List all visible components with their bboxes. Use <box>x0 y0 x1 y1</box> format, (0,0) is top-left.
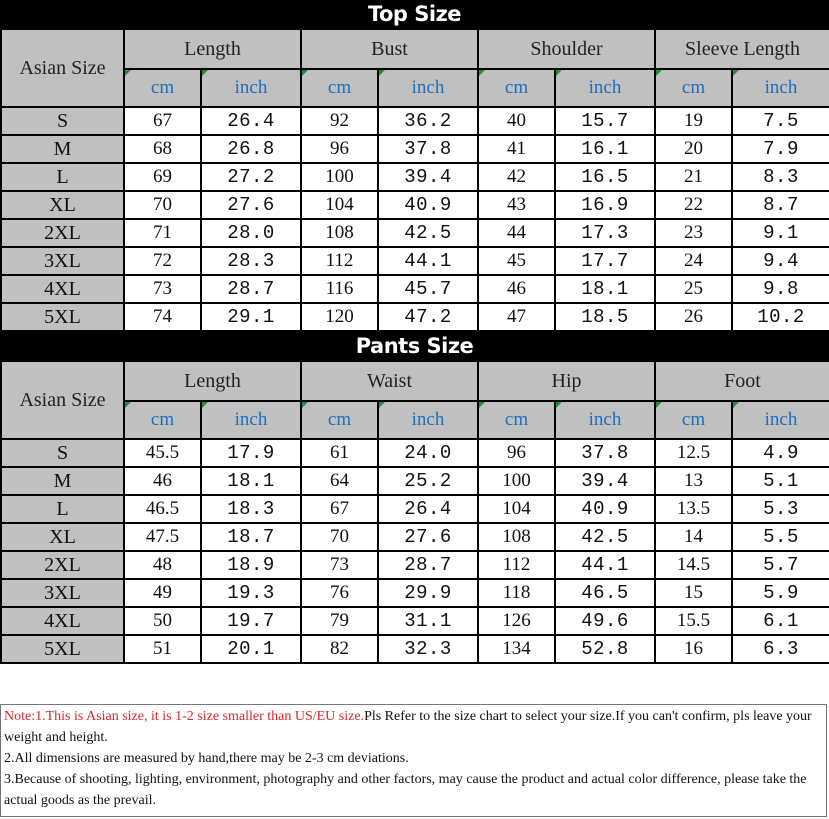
table-cell: 18.5 <box>555 303 655 331</box>
pants-unit-cm: cm <box>301 401 378 439</box>
table-cell: 40.9 <box>378 191 478 219</box>
top-unit-inch: inch <box>555 69 655 107</box>
table-cell: 74 <box>124 303 201 331</box>
table-cell: 73 <box>301 551 378 579</box>
table-cell: 15.7 <box>555 107 655 135</box>
top-header-row <box>1 29 829 69</box>
table-row <box>1 107 829 135</box>
note-1-detail: Pls Refer to the size chart to select your size.If you can't confirm, pls leave your weight and height. <box>4 709 812 745</box>
size-label: L <box>1 163 124 191</box>
table-cell: 52.8 <box>555 635 655 663</box>
top-unit-inch: inch <box>378 69 478 107</box>
table-cell: 5.7 <box>732 551 829 579</box>
table-cell: 46.5 <box>555 579 655 607</box>
table-cell: 32.3 <box>378 635 478 663</box>
pants-corner-label: Asian Size <box>1 361 124 439</box>
table-cell: 40 <box>478 107 555 135</box>
table-cell: 22 <box>655 191 732 219</box>
pants-group-header: Foot <box>655 361 829 401</box>
table-cell: 92 <box>301 107 378 135</box>
table-cell: 47 <box>478 303 555 331</box>
size-label: S <box>1 439 124 467</box>
table-cell: 8.3 <box>732 163 829 191</box>
table-cell: 15.5 <box>655 607 732 635</box>
top-unit-cm: cm <box>655 69 732 107</box>
table-row <box>1 219 829 247</box>
table-cell: 15 <box>655 579 732 607</box>
size-label: M <box>1 135 124 163</box>
table-cell: 44.1 <box>555 551 655 579</box>
table-cell: 17.9 <box>201 439 301 467</box>
table-cell: 41 <box>478 135 555 163</box>
top-group-header: Length <box>124 29 301 69</box>
table-cell: 19 <box>655 107 732 135</box>
table-cell: 26.4 <box>201 107 301 135</box>
pants-unit-inch: inch <box>555 401 655 439</box>
table-cell: 36.2 <box>378 107 478 135</box>
table-cell: 31.1 <box>378 607 478 635</box>
table-cell: 79 <box>301 607 378 635</box>
top-group-header: Bust <box>301 29 478 69</box>
size-label: L <box>1 495 124 523</box>
size-label: 4XL <box>1 275 124 303</box>
table-cell: 21 <box>655 163 732 191</box>
note-2: 2.All dimensions are measured by hand,there may be 2-3 cm deviations. <box>4 751 409 766</box>
table-cell: 73 <box>124 275 201 303</box>
pants-unit-cm: cm <box>478 401 555 439</box>
pants-unit-inch: inch <box>378 401 478 439</box>
table-cell: 25.2 <box>378 467 478 495</box>
top-unit-cm: cm <box>478 69 555 107</box>
table-cell: 10.2 <box>732 303 829 331</box>
table-cell: 18.7 <box>201 523 301 551</box>
pants-group-header: Waist <box>301 361 478 401</box>
table-cell: 43 <box>478 191 555 219</box>
table-cell: 16.9 <box>555 191 655 219</box>
notes-box <box>0 704 827 817</box>
table-cell: 47.5 <box>124 523 201 551</box>
table-cell: 24 <box>655 247 732 275</box>
table-cell: 112 <box>478 551 555 579</box>
table-cell: 13.5 <box>655 495 732 523</box>
table-cell: 47.2 <box>378 303 478 331</box>
table-cell: 27.6 <box>378 523 478 551</box>
table-cell: 5.9 <box>732 579 829 607</box>
table-cell: 100 <box>301 163 378 191</box>
table-cell: 18.9 <box>201 551 301 579</box>
table-cell: 45.5 <box>124 439 201 467</box>
table-cell: 16 <box>655 635 732 663</box>
table-cell: 7.5 <box>732 107 829 135</box>
table-row <box>1 495 829 523</box>
table-cell: 70 <box>301 523 378 551</box>
pants-unit-cm: cm <box>124 401 201 439</box>
table-row <box>1 607 829 635</box>
table-cell: 26.8 <box>201 135 301 163</box>
table-cell: 12.5 <box>655 439 732 467</box>
size-label: S <box>1 107 124 135</box>
table-cell: 46 <box>124 467 201 495</box>
table-cell: 28.7 <box>378 551 478 579</box>
table-cell: 69 <box>124 163 201 191</box>
table-cell: 28.0 <box>201 219 301 247</box>
table-cell: 104 <box>478 495 555 523</box>
pants-group-header: Hip <box>478 361 655 401</box>
table-cell: 76 <box>301 579 378 607</box>
table-cell: 37.8 <box>378 135 478 163</box>
table-row <box>1 247 829 275</box>
table-cell: 27.6 <box>201 191 301 219</box>
table-cell: 13 <box>655 467 732 495</box>
table-cell: 8.7 <box>732 191 829 219</box>
top-size-table <box>0 28 829 332</box>
table-row <box>1 635 829 663</box>
table-cell: 16.1 <box>555 135 655 163</box>
table-cell: 72 <box>124 247 201 275</box>
table-cell: 118 <box>478 579 555 607</box>
table-cell: 134 <box>478 635 555 663</box>
table-cell: 46 <box>478 275 555 303</box>
table-cell: 19.7 <box>201 607 301 635</box>
size-label: 3XL <box>1 579 124 607</box>
size-label: XL <box>1 191 124 219</box>
table-cell: 17.3 <box>555 219 655 247</box>
table-cell: 112 <box>301 247 378 275</box>
table-cell: 4.9 <box>732 439 829 467</box>
table-row <box>1 303 829 331</box>
table-cell: 70 <box>124 191 201 219</box>
table-cell: 14.5 <box>655 551 732 579</box>
table-cell: 108 <box>301 219 378 247</box>
table-row <box>1 523 829 551</box>
table-cell: 7.9 <box>732 135 829 163</box>
table-cell: 42.5 <box>378 219 478 247</box>
size-label: 2XL <box>1 551 124 579</box>
pants-unit-inch: inch <box>201 401 301 439</box>
note-1-warning: Note:1.This is Asian size, it is 1-2 size smaller than US/EU size. <box>4 709 365 724</box>
table-cell: 49 <box>124 579 201 607</box>
table-cell: 96 <box>301 135 378 163</box>
table-cell: 39.4 <box>555 467 655 495</box>
pants-unit-row <box>1 401 829 439</box>
table-cell: 5.1 <box>732 467 829 495</box>
table-row <box>1 467 829 495</box>
size-label: 5XL <box>1 635 124 663</box>
top-unit-row <box>1 69 829 107</box>
table-cell: 20.1 <box>201 635 301 663</box>
size-label: 3XL <box>1 247 124 275</box>
size-label: 5XL <box>1 303 124 331</box>
table-cell: 104 <box>301 191 378 219</box>
table-cell: 9.8 <box>732 275 829 303</box>
table-row <box>1 551 829 579</box>
size-label: 2XL <box>1 219 124 247</box>
pants-size-title: Pants Size <box>0 332 829 360</box>
table-cell: 68 <box>124 135 201 163</box>
table-cell: 18.3 <box>201 495 301 523</box>
table-row <box>1 163 829 191</box>
table-cell: 67 <box>124 107 201 135</box>
table-cell: 61 <box>301 439 378 467</box>
top-unit-cm: cm <box>301 69 378 107</box>
note-1 <box>4 706 823 748</box>
pants-header-row <box>1 361 829 401</box>
table-cell: 45 <box>478 247 555 275</box>
table-cell: 18.1 <box>555 275 655 303</box>
pants-unit-inch: inch <box>732 401 829 439</box>
size-label: XL <box>1 523 124 551</box>
table-cell: 44 <box>478 219 555 247</box>
table-row <box>1 135 829 163</box>
table-cell: 23 <box>655 219 732 247</box>
table-cell: 49.6 <box>555 607 655 635</box>
table-cell: 25 <box>655 275 732 303</box>
top-corner-label: Asian Size <box>1 29 124 107</box>
table-cell: 6.1 <box>732 607 829 635</box>
table-cell: 16.5 <box>555 163 655 191</box>
table-cell: 28.7 <box>201 275 301 303</box>
table-cell: 6.3 <box>732 635 829 663</box>
table-cell: 5.5 <box>732 523 829 551</box>
table-cell: 27.2 <box>201 163 301 191</box>
table-cell: 64 <box>301 467 378 495</box>
table-row <box>1 275 829 303</box>
table-row <box>1 579 829 607</box>
table-row <box>1 439 829 467</box>
pants-unit-cm: cm <box>655 401 732 439</box>
top-unit-inch: inch <box>201 69 301 107</box>
table-cell: 24.0 <box>378 439 478 467</box>
table-cell: 126 <box>478 607 555 635</box>
table-cell: 82 <box>301 635 378 663</box>
table-cell: 71 <box>124 219 201 247</box>
table-cell: 51 <box>124 635 201 663</box>
table-cell: 40.9 <box>555 495 655 523</box>
table-cell: 45.7 <box>378 275 478 303</box>
table-cell: 116 <box>301 275 378 303</box>
top-group-header: Sleeve Length <box>655 29 829 69</box>
table-cell: 19.3 <box>201 579 301 607</box>
table-cell: 42.5 <box>555 523 655 551</box>
table-cell: 18.1 <box>201 467 301 495</box>
size-label: 4XL <box>1 607 124 635</box>
table-cell: 26 <box>655 303 732 331</box>
top-unit-cm: cm <box>124 69 201 107</box>
table-cell: 26.4 <box>378 495 478 523</box>
table-cell: 42 <box>478 163 555 191</box>
top-group-header: Shoulder <box>478 29 655 69</box>
table-cell: 29.9 <box>378 579 478 607</box>
table-cell: 29.1 <box>201 303 301 331</box>
table-cell: 17.7 <box>555 247 655 275</box>
top-size-title: Top Size <box>0 0 829 28</box>
table-cell: 39.4 <box>378 163 478 191</box>
table-cell: 120 <box>301 303 378 331</box>
table-cell: 108 <box>478 523 555 551</box>
table-cell: 9.4 <box>732 247 829 275</box>
note-3: 3.Because of shooting, lighting, environment, photography and other factors, may cause the product and actual color difference, please take the actual goods as the prevail. <box>4 772 807 808</box>
table-cell: 48 <box>124 551 201 579</box>
pants-size-table <box>0 360 829 664</box>
table-cell: 5.3 <box>732 495 829 523</box>
table-cell: 44.1 <box>378 247 478 275</box>
size-label: M <box>1 467 124 495</box>
table-cell: 50 <box>124 607 201 635</box>
table-cell: 46.5 <box>124 495 201 523</box>
table-row <box>1 191 829 219</box>
table-cell: 9.1 <box>732 219 829 247</box>
top-unit-inch: inch <box>732 69 829 107</box>
table-cell: 28.3 <box>201 247 301 275</box>
table-cell: 37.8 <box>555 439 655 467</box>
pants-group-header: Length <box>124 361 301 401</box>
table-cell: 100 <box>478 467 555 495</box>
table-cell: 96 <box>478 439 555 467</box>
table-cell: 67 <box>301 495 378 523</box>
table-cell: 14 <box>655 523 732 551</box>
table-cell: 20 <box>655 135 732 163</box>
